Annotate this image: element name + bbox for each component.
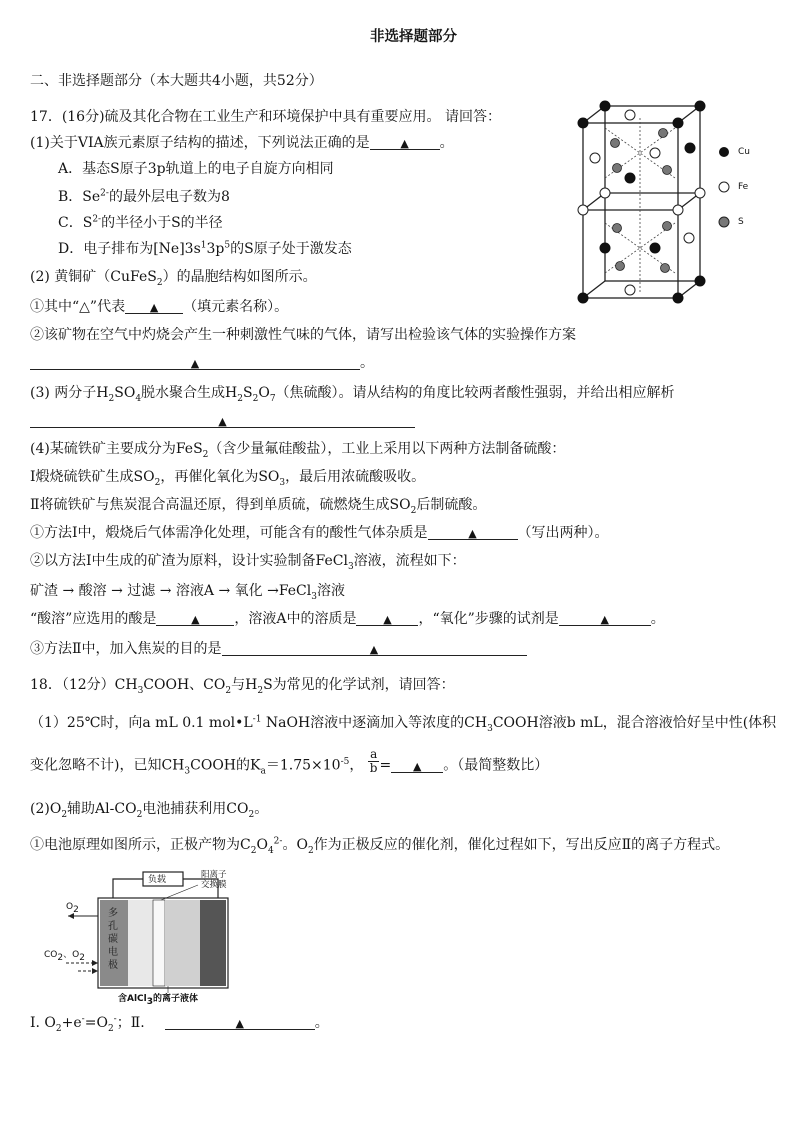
q17-flow: 矿渣 → 酸溶 → 过滤 → 溶液A → 氧化 →FeCl$_3$溶液 (30, 583, 345, 602)
q17-method2: Ⅱ将硫铁矿与焦炭混合高温还原，得到单质硫，硫燃烧生成$SO_2$后制硫酸。 (30, 497, 487, 516)
q17-option-d: D．电子排布为$[Ne]3s^13p^5$的S原子处于激发态 (58, 240, 352, 257)
q17-part4b: ②以方法Ⅰ中生成的矿渣为原料，设计实验制备FeCl$_3$溶液，流程如下： (30, 553, 466, 572)
q18-part1: （1）25℃时，向a mL 0.1 $mol•L^{-1}$ NaOH溶液中逐滴加入等浓度的$CH_3COOH$溶液b mL，混合溶液恰好呈中性(体积 (30, 714, 777, 734)
inlet-label: $CO_2$、$O_2$ (44, 950, 85, 963)
q17-method1: Ⅰ煅烧硫铁矿生成$SO_2$，再催化氧化为$SO_3$，最后用浓硫酸吸收。 (30, 469, 426, 488)
cu-atom (673, 118, 683, 128)
s-atom (613, 224, 622, 233)
fe-atom (578, 205, 588, 215)
answer-blank[interactable]: ▲ (559, 610, 651, 626)
q17-part1: (1)关于VIA族元素原子结构的描述，下列说法正确的是 ▲ 。 (30, 135, 454, 151)
q17-part2b-answer: ▲ 。 (30, 354, 374, 372)
q17-stem: 17．(16分)硫及其化合物在工业生产和环境保护中具有重要应用。 请回答： (30, 109, 502, 125)
answer-blank[interactable]: ▲ (30, 412, 415, 428)
cu-atom (673, 293, 683, 303)
answer-blank[interactable]: ▲ (391, 757, 443, 773)
o2-outlet-label: $O_2$ (66, 902, 79, 915)
q17-part2: (2) 黄铜矿（CuFeS$_2$）的晶胞结构如图所示。 (30, 269, 317, 288)
answer-blank[interactable]: ▲ (125, 298, 183, 314)
answer-blank[interactable]: ▲ (370, 134, 440, 150)
q17-part2b: ②该矿物在空气中灼烧会产生一种刺激性气味的气体，请写出检验该气体的实验操作方案 (30, 327, 576, 343)
legend-cu-label: Cu (738, 147, 750, 157)
answer-blank[interactable]: ▲ (428, 524, 518, 540)
fe-atom (650, 148, 660, 158)
answer-blank[interactable]: ▲ (222, 640, 527, 656)
q18-part1-line2: 变化忽略不计)，已知$CH_3COOH$的$K_a=1.75\times 10^{-5}$， $\frac{a}{b}$ = ▲ 。（最简整数比） (30, 747, 549, 777)
q17-part2a: ①其中“△”代表 ▲ （填元素名称）。 (30, 299, 289, 315)
fe-atom (673, 205, 683, 215)
q18-part2: $(2)O_2$辅助$Al-CO_2$电池捕获利用$CO_2$。 (30, 801, 269, 820)
cu-atom (650, 243, 660, 253)
cation-exchange-membrane (153, 900, 165, 986)
cu-atom (695, 276, 705, 286)
cu-atom (600, 101, 610, 111)
s-atom (616, 262, 625, 271)
electrolyte-region (165, 900, 200, 986)
cu-atom (578, 293, 588, 303)
al-anode (200, 900, 226, 986)
legend-cu-marker (719, 147, 729, 157)
fe-atom (695, 188, 705, 198)
q17-option-b: B．$Se^{2-}$的最外层电子数为8 (58, 188, 230, 205)
chalcopyrite-unit-cell-figure (575, 98, 710, 308)
page-title: 非选择题部分 (370, 28, 457, 45)
fe-atom (600, 188, 610, 198)
q17-part4a: ①方法Ⅰ中，煅烧后气体需净化处理，可能含有的酸性气体杂质是 ▲ （写出两种）。 (30, 525, 609, 541)
q17-part3: (3) 两分子$H_2SO_4$脱水聚合生成$H_2S_2O_7$（焦硫酸）。请从结构的角度比较两者酸性强弱，并给出相应解析 (30, 385, 675, 404)
fe-atom (590, 153, 600, 163)
fe-atom (684, 233, 694, 243)
section-heading: 二、非选择题部分（本大题共4小题，共52分） (30, 73, 323, 89)
answer-blank[interactable]: ▲ (356, 610, 418, 626)
electrolyte-label: 含AlCl$_3$的离子液体 (118, 994, 199, 1007)
q18-stem: 18．（12分）$CH_3COOH$、$CO_2$与$H_2S$为常见的化学试剂，请回答： (30, 677, 455, 696)
legend-fe-label: Fe (738, 182, 749, 192)
q17-part3-answer (30, 412, 415, 430)
fe-atom (625, 110, 635, 120)
q17-option-a: A．基态S原子3p轨道上的电子自旋方向相同 (58, 161, 334, 177)
legend-markers (716, 142, 736, 232)
answer-blank[interactable]: ▲ (30, 354, 360, 370)
q18-reactions: Ⅰ. $O_2+e^-=O_2^-$；Ⅱ. ▲ 。 (30, 1014, 329, 1034)
s-atom (663, 166, 672, 175)
membrane-label: 阳离子 交换膜 (201, 870, 227, 890)
cu-atom (600, 243, 610, 253)
q17-part4c: ③方法Ⅱ中，加入焦炭的目的是 ▲ (30, 640, 527, 658)
fe-atom (625, 285, 635, 295)
load-label: 负载 (148, 875, 167, 885)
cathode-label: 多孔碳电极 (108, 908, 118, 971)
s-atom (659, 129, 668, 138)
q17-part4b-blanks: “酸溶”应选用的酸是 ▲ ，溶液A中的溶质是 ▲ ，“氧化”步骤的试剂是 ▲ 。 (30, 611, 665, 627)
cu-atom (685, 143, 695, 153)
cu-atom (578, 118, 588, 128)
s-atom (663, 222, 672, 231)
q17-part4: (4)某硫铁矿主要成分为FeS$_2$（含少量氟硅酸盐），工业上采用以下两种方法制备硫酸： (30, 441, 566, 460)
al-co2-battery-figure (44, 870, 258, 1007)
electrolyte-region (128, 900, 153, 986)
s-atom (661, 264, 670, 273)
legend-s-label: S (738, 217, 744, 227)
q18-part2i: ①电池原理如图所示，正极产物为$C_2O_4^{2-}$。$O_2$作为正极反应的催化剂，催化过程如下，写出反应Ⅱ的离子方程式。 (30, 836, 730, 856)
s-atom (611, 139, 620, 148)
legend-fe-marker (719, 182, 729, 192)
answer-blank[interactable]: ▲ (165, 1014, 315, 1030)
cu-atom (625, 173, 635, 183)
answer-blank[interactable]: ▲ (156, 610, 234, 626)
fraction-a-over-b: $\frac{a}{b}$ (369, 747, 378, 775)
cu-atom (695, 101, 705, 111)
legend-s-marker (719, 217, 729, 227)
s-atom (613, 164, 622, 173)
q17-option-c: C．$S^{2-}$的半径小于S的半径 (58, 214, 223, 231)
